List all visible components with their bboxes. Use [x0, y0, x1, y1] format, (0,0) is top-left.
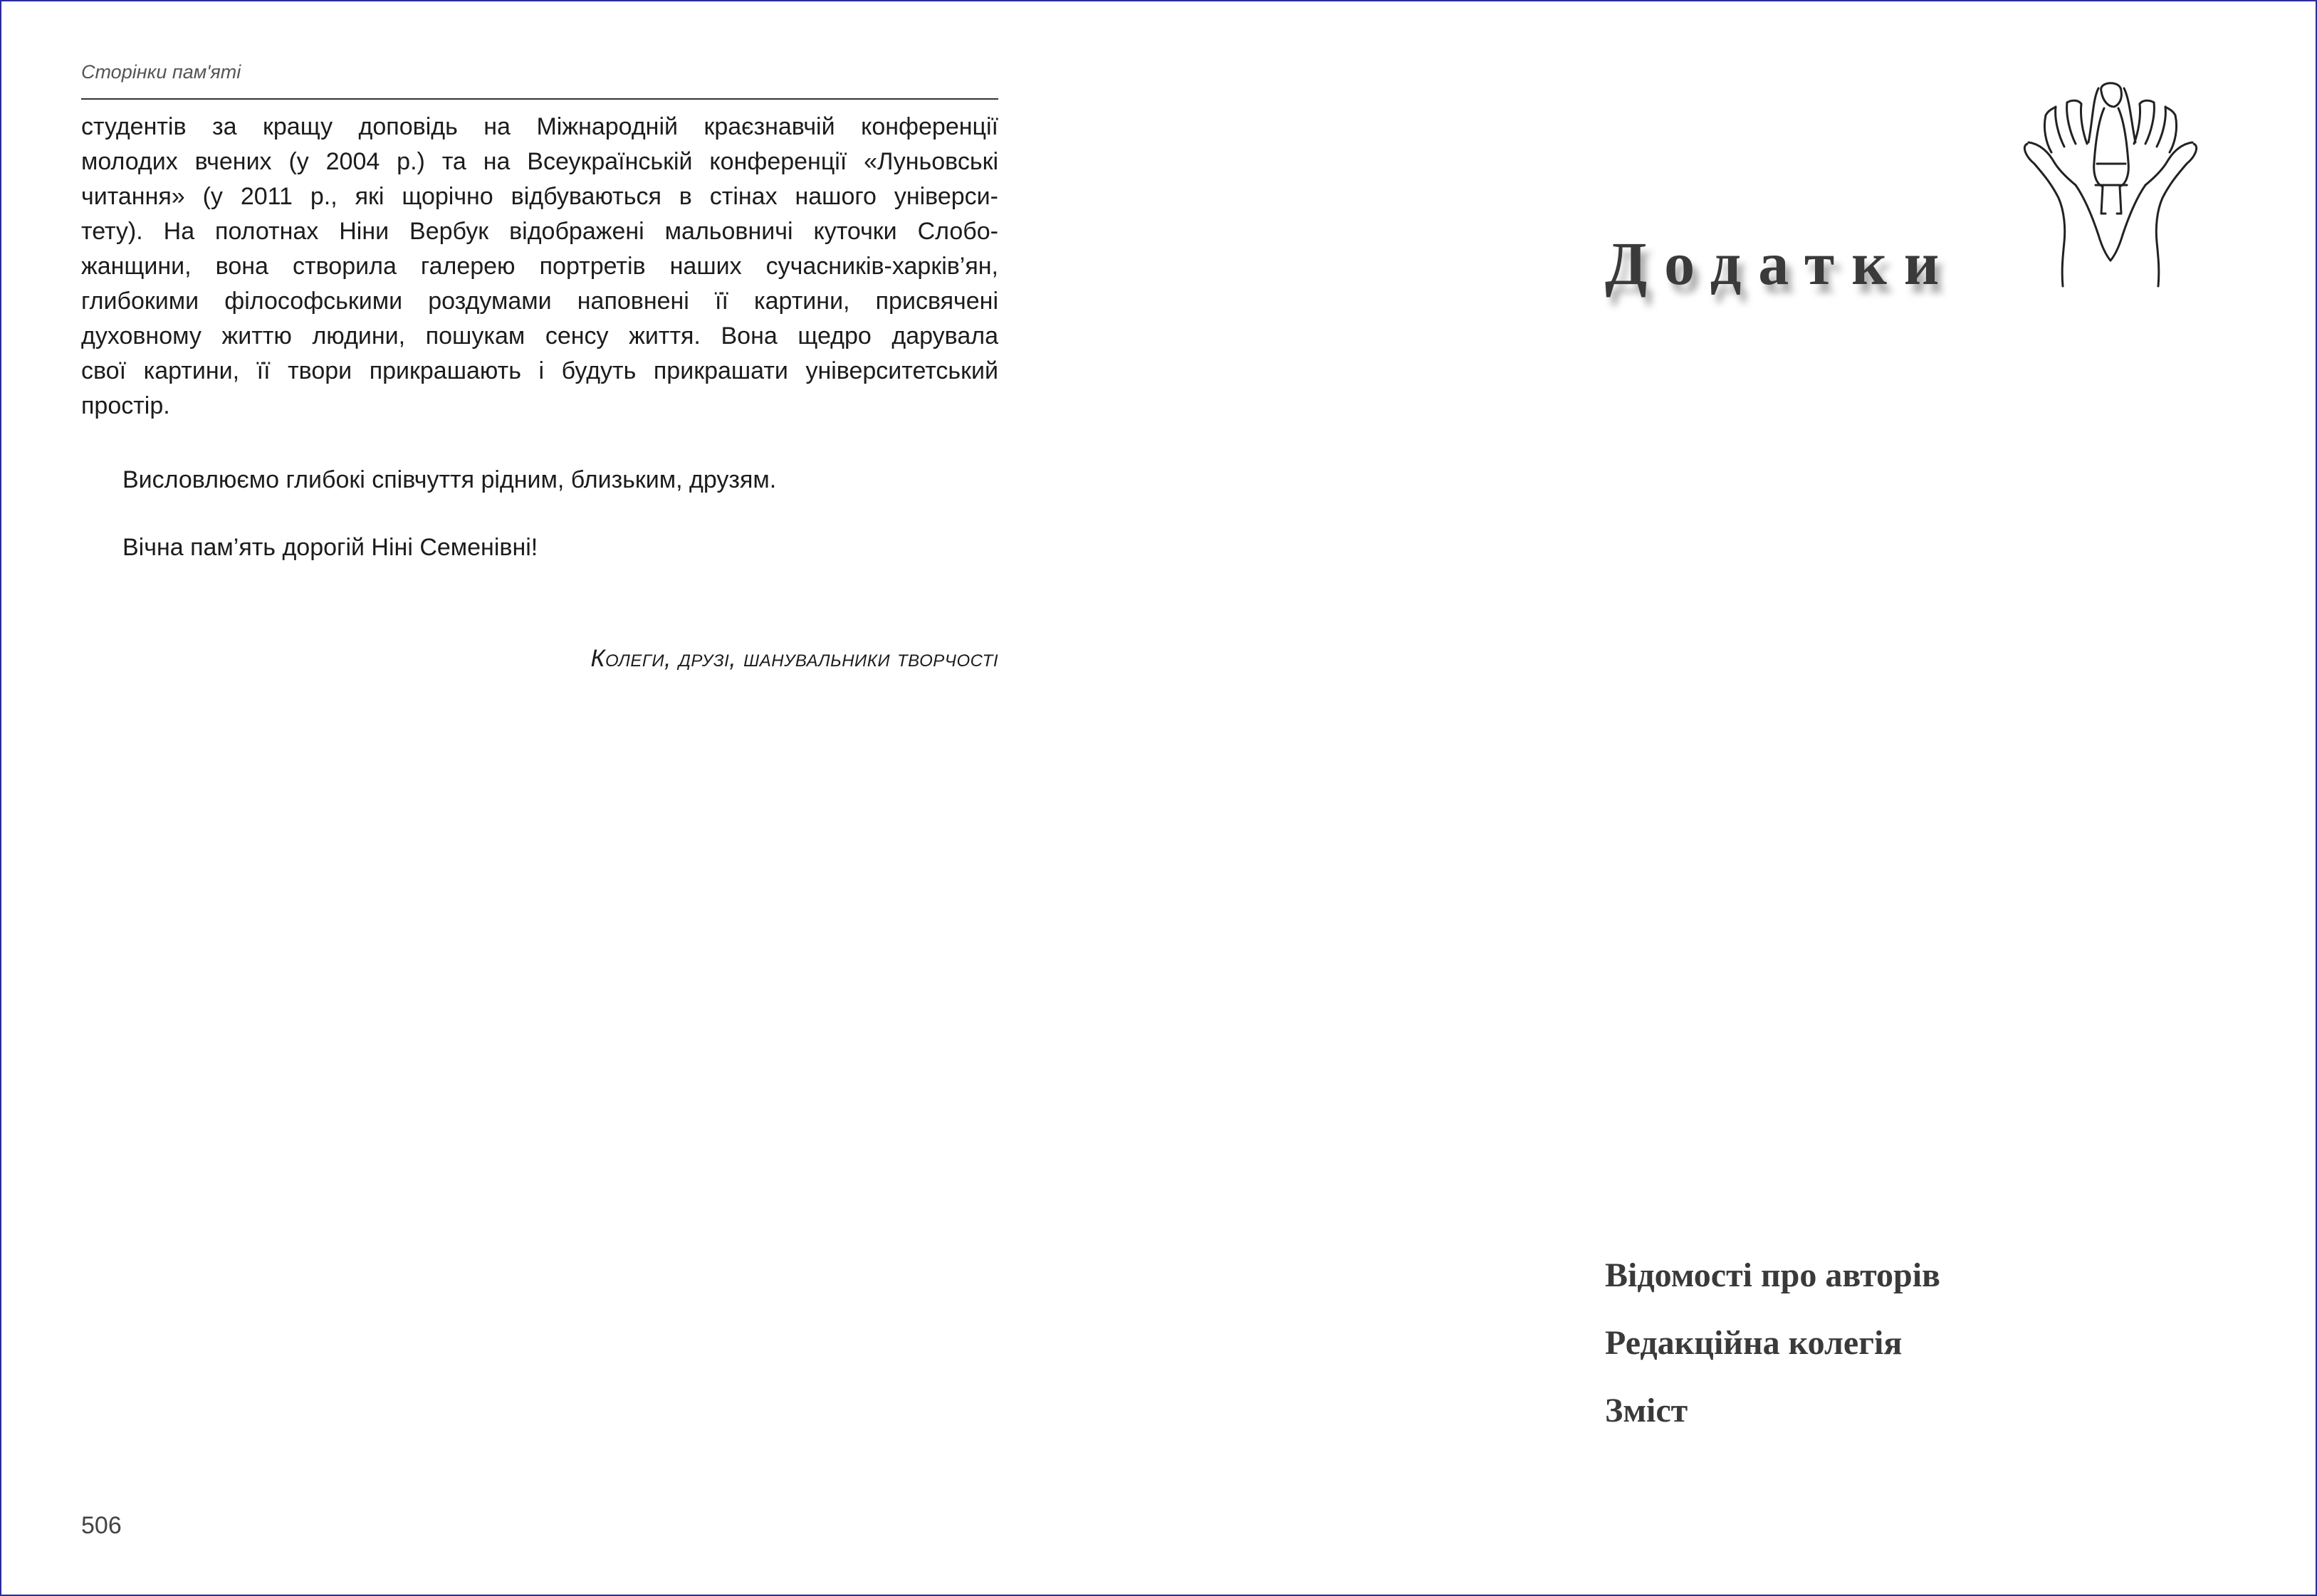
- running-header: Сторінки пам'яті: [81, 61, 998, 100]
- condolence-paragraph: Висловлюємо глибокі співчуття рідним, близьким, друзям.: [122, 466, 777, 493]
- text-line: глибокими філософськими роздумами наповнені її картини, присвячені: [81, 288, 998, 315]
- right-page: [1160, 1, 2316, 1595]
- appendix-item-editorial-board[interactable]: Редакційна колегія: [1605, 1324, 1903, 1362]
- appendix-item-contents[interactable]: Зміст: [1605, 1392, 1688, 1429]
- text-line: молодих вчених (у 2004 р.) та на Всеукраїнській конференції «Луньовські: [81, 148, 998, 175]
- text-line: духовному життю людини, пошукам сенсу життя. Вона щедро дарувала: [81, 322, 998, 350]
- page-number: 506: [81, 1512, 122, 1539]
- text-line: свої картини, її твори прикрашають і будуть прикрашати університетський: [81, 357, 998, 384]
- text-line: тету). На полотнах Ніни Вербук відображені мальовничі куточки Слобо-: [81, 218, 998, 245]
- appendix-list: [1605, 1254, 1940, 1457]
- hands-holding-figure-icon: [2014, 78, 2207, 292]
- body-paragraph: [81, 110, 998, 424]
- text-line: студентів за кращу доповідь на Міжнародній краєзнавчій конференції: [81, 113, 998, 140]
- section-title: Додатки: [1605, 229, 1957, 298]
- text-line: простір.: [81, 392, 170, 419]
- left-page: [1, 1, 1160, 1595]
- text-line: читання» (у 2011 р., які щорічно відбуваються в стінах нашого універси-: [81, 183, 998, 210]
- signature: Колеги, друзі, шанувальники творчості: [590, 645, 998, 672]
- memory-paragraph: Вічна пам’ять дорогій Ніні Семенівні!: [122, 534, 538, 561]
- appendix-item-authors[interactable]: Відомості про авторів: [1605, 1256, 1940, 1294]
- text-line: жанщини, вона створила галерею портретів наших сучасників-харків’ян,: [81, 253, 998, 280]
